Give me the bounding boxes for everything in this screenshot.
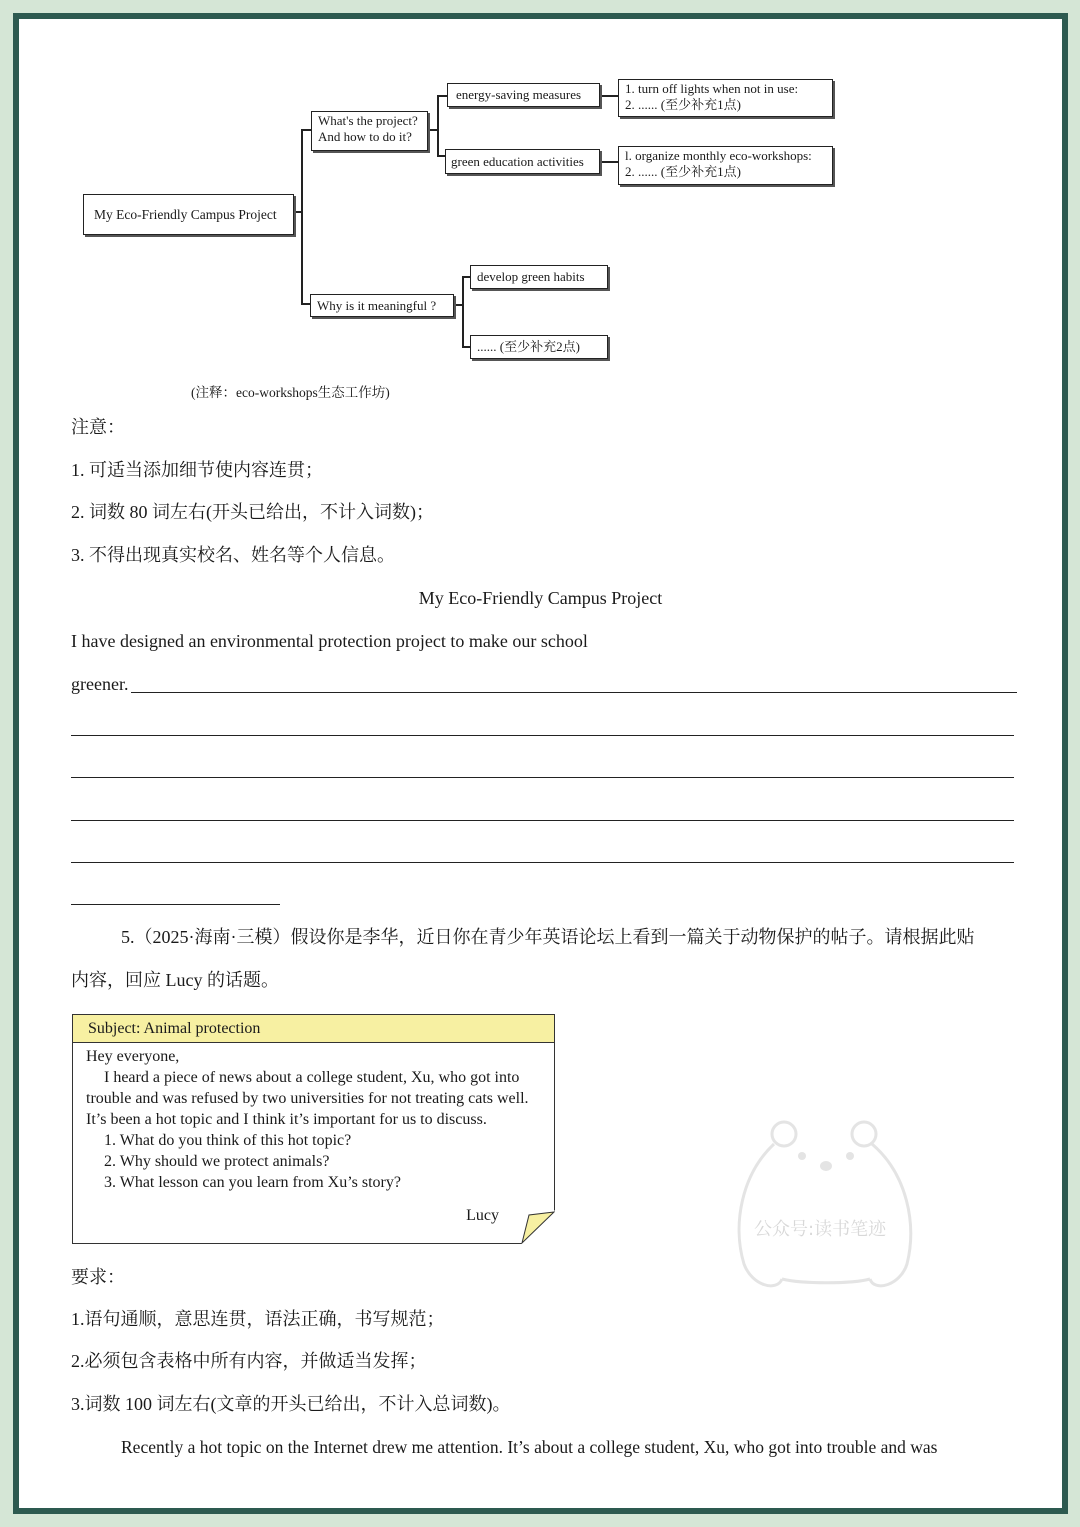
watermark-text: 公众号:读书笔迹 [754,1219,887,1240]
answer-opening: Recently a hot topic on the Internet drew me attention. It’s about a college student, Xu, who got into trouble and was [121,1437,938,1457]
forum-post [72,1014,555,1244]
post-paragraph: I heard a piece of news about a college student, Xu, who got into trouble and was refused by two universities for not treating cats well. It’s been a hot topic and I think it’s important for us to discuss. [86,1069,529,1128]
essay-opening-line: I have designed an environmental protection project to make our school [71,631,588,651]
connector [462,276,464,347]
requirement-2: 2.必须包含表格中所有内容，并做适当发挥； [71,1351,427,1371]
green-education-node: green education activities [445,149,600,174]
root-node: My Eco-Friendly Campus Project [83,194,294,235]
post-subject: Subject: Animal protection [73,1015,554,1043]
branch-why-node: Why is it meaningful ? [310,294,454,317]
connector [600,95,618,97]
post-question-2: 2. Why should we protect animals? [104,1153,330,1170]
requirement-3: 3.词数 100 词左右(文章的开头已给出，不计入总词数)。 [71,1394,511,1414]
post-question-3: 3. What lesson can you learn from Xu’s story? [104,1174,401,1191]
connector [437,95,447,97]
writing-line [71,820,1014,821]
essay-opening-word: greener. [71,674,129,694]
bear-watermark-icon [722,1114,932,1294]
essay-title: My Eco-Friendly Campus Project [418,588,663,608]
question5-line1: 5.（2025·海南·三模）假设你是李华，近日你在青少年英语论坛上看到一篇关于动物保护的帖子。请根据此贴 [121,927,975,947]
branch-what-line2: And how to do it? [318,129,412,144]
connector [600,161,618,163]
connector [301,129,303,304]
writing-line [131,692,1017,693]
page-fold-icon [521,1210,555,1244]
green-habits-node: develop green habits [470,265,608,289]
green-points-node [618,146,833,185]
energy-points-node [618,79,833,117]
notice-item-2: 2. 词数 80 词左右(开头已给出，不计入词数)； [71,502,434,522]
energy-point-2: 2. ...... (至少补充1点) [625,97,741,112]
branch-what-node [311,111,428,151]
notice-title: 注意： [71,417,125,437]
connector [462,276,470,278]
writing-line [71,862,1014,863]
connector [437,95,439,156]
branch-what-line1: What's the project? [318,113,418,128]
connector [437,155,445,157]
post-body [73,1043,554,1193]
notice-item-3: 3. 不得出现真实校名、姓名等个人信息。 [71,545,395,565]
writing-line [71,735,1014,736]
writing-line [71,904,280,905]
requirements-title: 要求： [71,1267,125,1287]
requirement-1: 1.语句通顺，意思连贯，语法正确，书写规范； [71,1309,445,1329]
post-signature: Lucy [466,1207,499,1224]
green-point-2: 2. ...... (至少补充1点) [625,164,741,179]
energy-point-1: 1. turn off lights when not in use: [625,81,799,96]
more-points-node: ...... (至少补充2点) [470,335,608,359]
question5-line2: 内容，回应 Lucy 的话题。 [71,970,279,990]
connector [462,346,470,348]
diagram-note: (注释：eco-workshops生态工作坊) [191,385,390,400]
green-point-1: l. organize monthly eco-workshops: [625,148,812,163]
writing-line [71,777,1014,778]
notice-item-1: 1. 可适当添加细节使内容连贯； [71,460,323,480]
energy-saving-node: energy-saving measures [447,83,600,107]
page-frame [13,13,1068,1514]
connector [301,129,311,131]
post-question-1: 1. What do you think of this hot topic? [104,1132,352,1149]
post-greeting: Hey everyone, [86,1048,180,1065]
